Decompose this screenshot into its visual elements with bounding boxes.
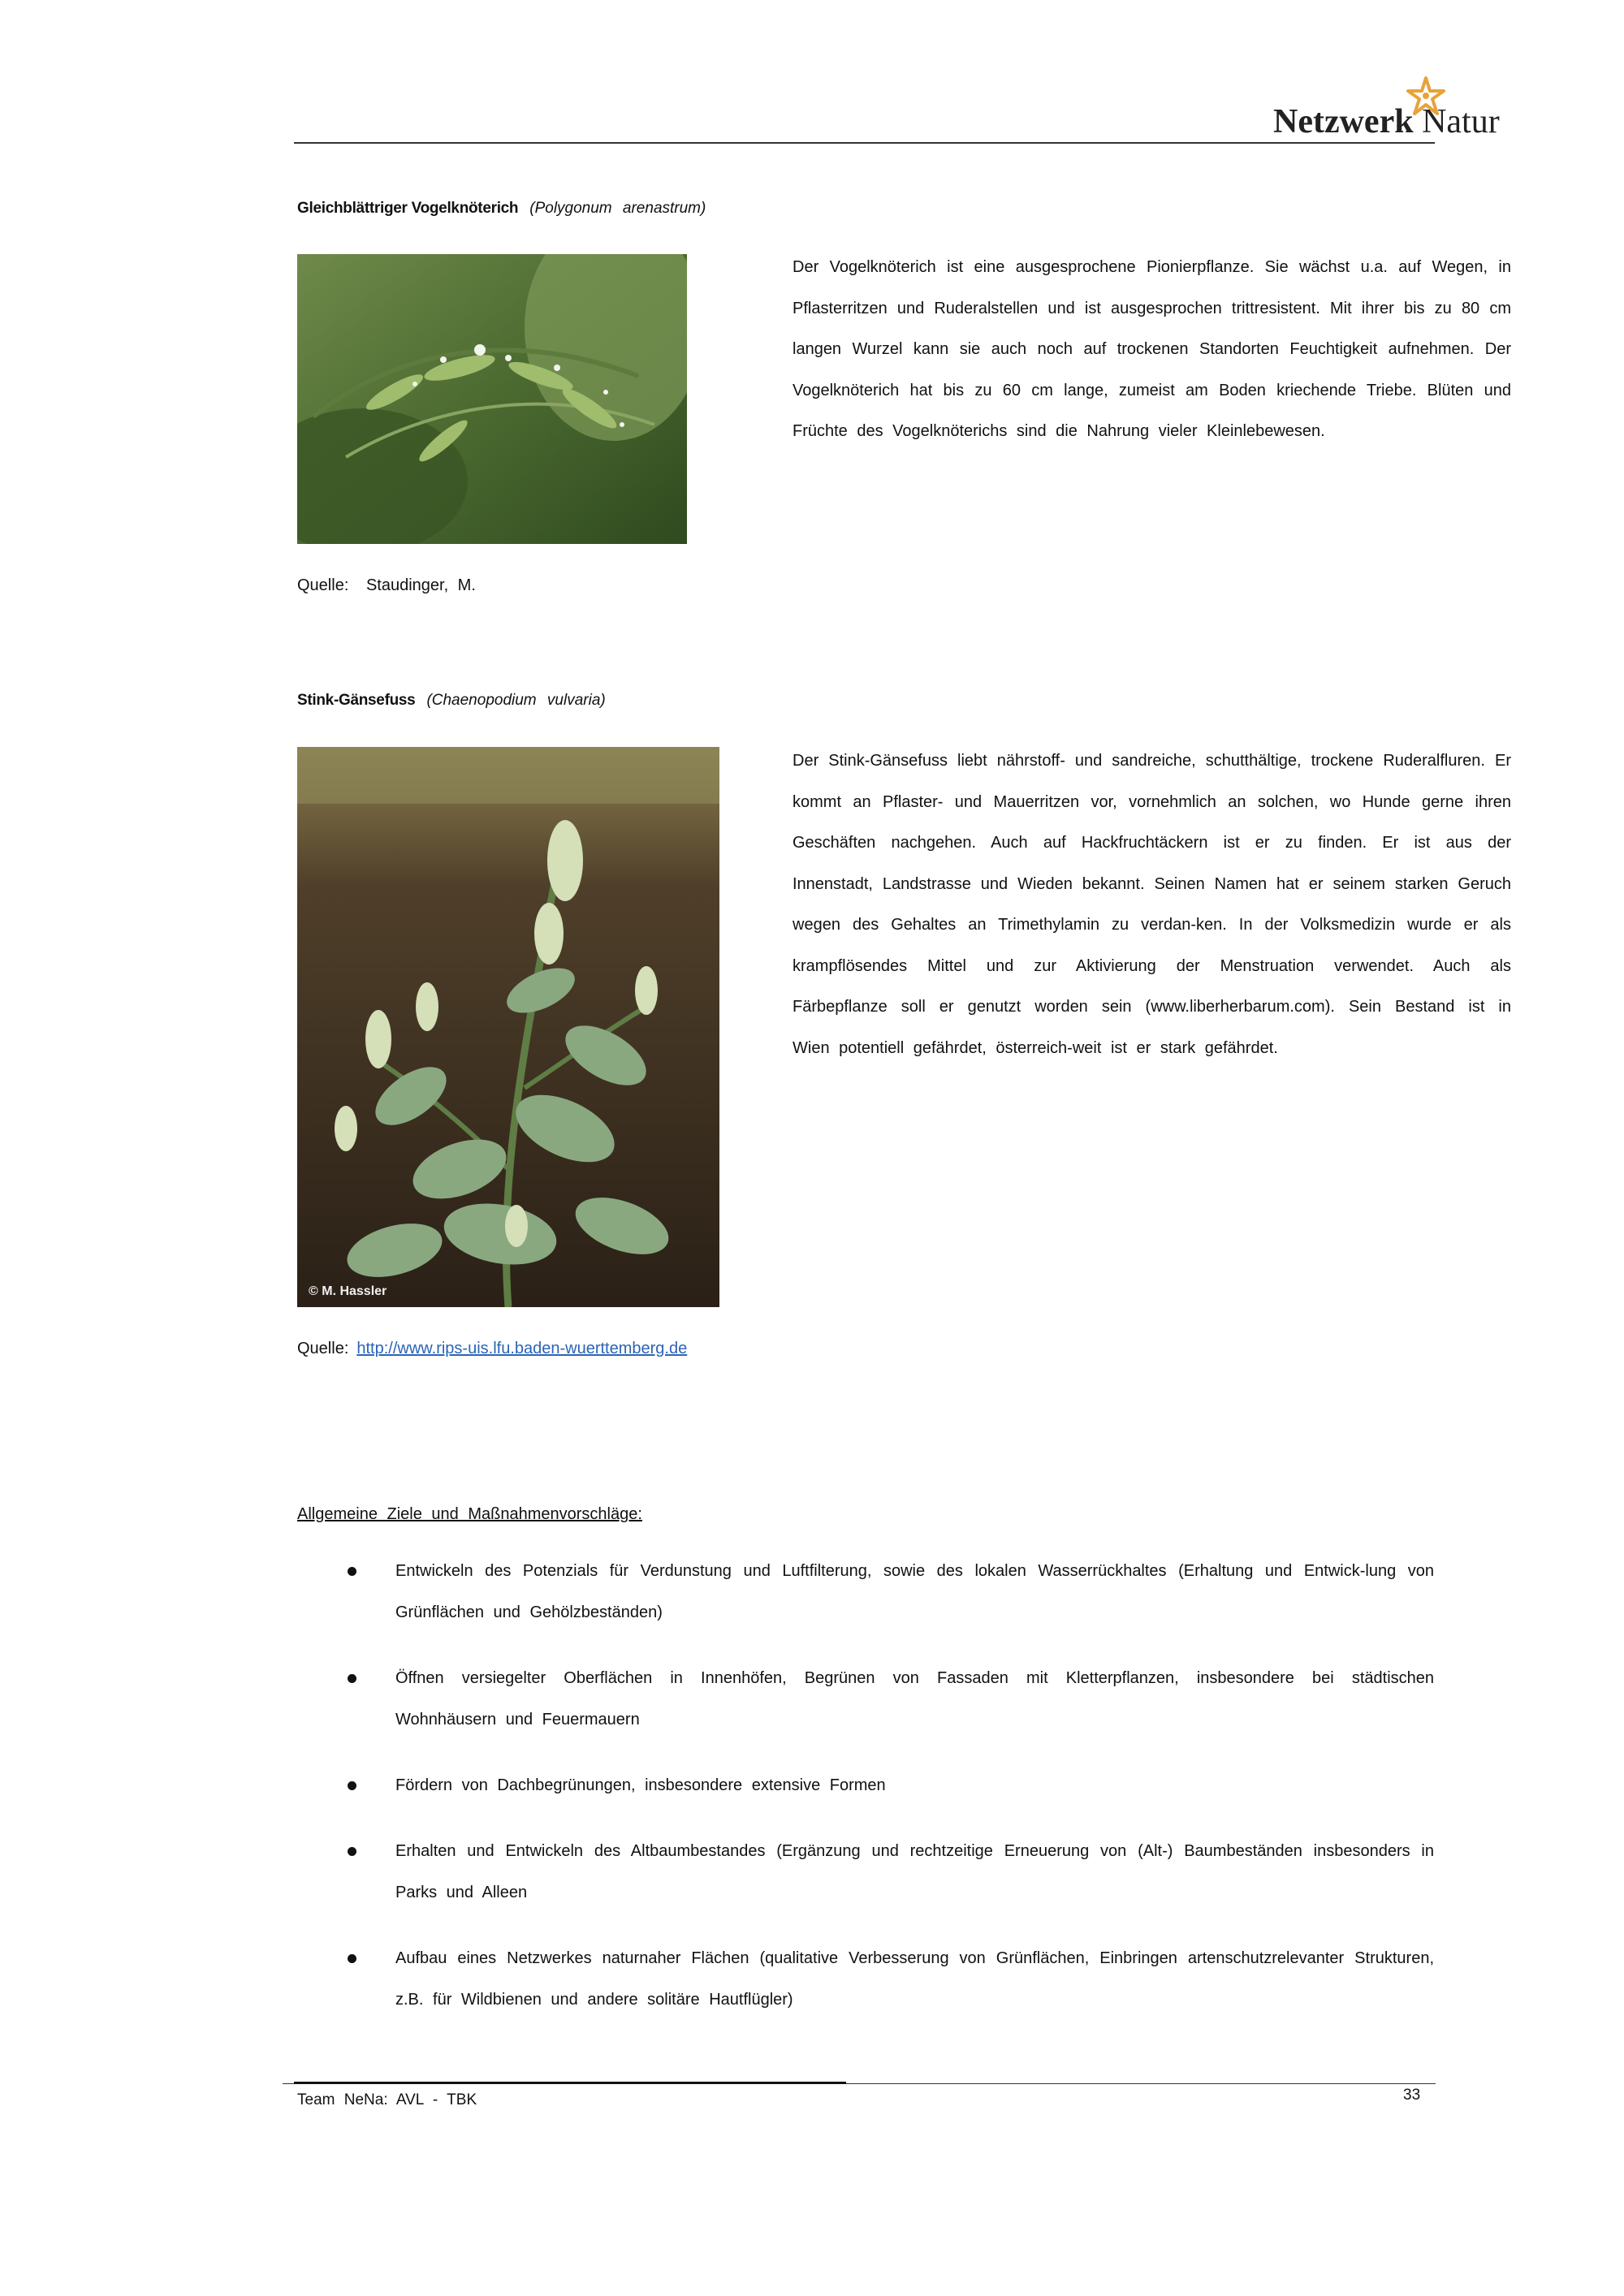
species-2-description: Der Stink-Gänsefuss liebt nährstoff- und sandreiche, schutthältige, trockene Ruderalfluren. Er kommt an Pflaster- und Mauerritzen vor, vornehmlich an solchen, wo Hunde gerne ihren Geschäften nachgehen. Auch auf Hackfruchtäckern ist er zu finden. Er ist aus der Innenstadt, Landstrasse und Wieden bekannt. Seinen Namen hat er seinem starken Geruch wegen des Gehaltes an Trimethylamin zu verdan-ken. In der Volksmedizin wurde er als krampflösendes Mittel und zur Aktivierung der Menstruation verwendet. Auch als Färbepflanze soll er genutzt worden sein (www.liberherbarum.com). Sein Bestand ist in Wien potentiell gefährdet, österreich-weit ist er stark gefährdet. [793, 752, 1511, 1057]
bullet-icon [348, 1781, 356, 1790]
list-item [297, 1551, 1434, 1634]
list-item [297, 1765, 1434, 1806]
bullet-icon [348, 1954, 356, 1963]
species-2-source-link[interactable]: http://www.rips-uis.lfu.baden-wuerttemberg.de [356, 1340, 688, 1357]
list-item-text: Entwickeln des Potenzials für Verdunstung und Luftfilterung, sowie des lokalen Wasserrückhaltes (Erhaltung und Entwick-lung von Grünflächen und Gehölzbeständen) [395, 1562, 1434, 1621]
footer-rule-accent [294, 2082, 846, 2084]
species-2-title [297, 692, 606, 710]
species-1-photo [297, 254, 687, 544]
list-item-text: Öffnen versiegelter Oberflächen in Innenhöfen, Begrünen von Fassaden mit Kletterpflanzen, insbesondere bei städtischen Wohnhäusern und Feuermauern [395, 1669, 1434, 1728]
goals-list [297, 1551, 1434, 2045]
logo-bold-text: Netzwerk [1273, 103, 1414, 140]
logo [1267, 71, 1510, 145]
species-2-latin: (Chaenopodium vulvaria) [426, 692, 606, 709]
list-item-text: Erhalten und Entwickeln des Altbaumbestandes (Ergänzung und rechtzeitige Erneuerung von (Alt-) Baumbeständen insbesonders in Parks und Alleen [395, 1842, 1434, 1901]
list-item [297, 1658, 1434, 1741]
page-number: 33 [1403, 2087, 1421, 2104]
species-1-source-value: Staudinger, M. [365, 576, 476, 594]
species-2-name: Stink-Gänsefuss [297, 692, 416, 709]
footer-team: Team NeNa: AVL - TBK [297, 2091, 477, 2108]
species-2-source-label: Quelle: [297, 1340, 349, 1357]
list-item [297, 1938, 1434, 2021]
photo-credit: © M. Hassler [309, 1284, 387, 1298]
species-1-source-label: Quelle: [297, 576, 349, 594]
header-rule [294, 142, 1435, 144]
species-1-latin: (Polygonum arenastrum) [529, 200, 706, 217]
species-1-name: Gleichblättriger Vogelknöterich [297, 200, 519, 217]
species-1-title [297, 200, 706, 218]
list-item-text: Aufbau eines Netzwerkes naturnaher Flächen (qualitative Verbesserung von Grünflächen, Einbringen artenschutzrelevanter Strukturen, z.B. für Wildbienen und andere solitäre Hautflügler) [395, 1949, 1434, 2009]
goals-heading: Allgemeine Ziele und Maßnahmenvorschläge: [297, 1505, 642, 1523]
species-1-source [297, 576, 476, 595]
list-item-text: Fördern von Dachbegrünungen, insbesondere extensive Formen [395, 1776, 886, 1794]
logo-regular-text: Natur [1422, 103, 1500, 140]
bullet-icon [348, 1567, 356, 1576]
bullet-icon [348, 1847, 356, 1856]
list-item [297, 1831, 1434, 1914]
bullet-icon [348, 1674, 356, 1683]
species-2-photo [297, 747, 719, 1307]
species-1-description: Der Vogelknöterich ist eine ausgesprochene Pionierpflanze. Sie wächst u.a. auf Wegen, in Pflasterritzen und Ruderalstellen und ist ausgesprochen trittresistent. Mit ihrer bis zu 80 cm langen Wurzel kann sie auch noch auf trockenen Standorten Feuchtigkeit aufnehmen. Der Vogelknöterich hat bis zu 60 cm lange, zumeist am Boden kriechende Triebe. Blüten und Früchte des Vogelknöterichs sind die Nahrung vieler Kleinlebewesen. [793, 258, 1511, 440]
species-2-source [297, 1340, 687, 1358]
